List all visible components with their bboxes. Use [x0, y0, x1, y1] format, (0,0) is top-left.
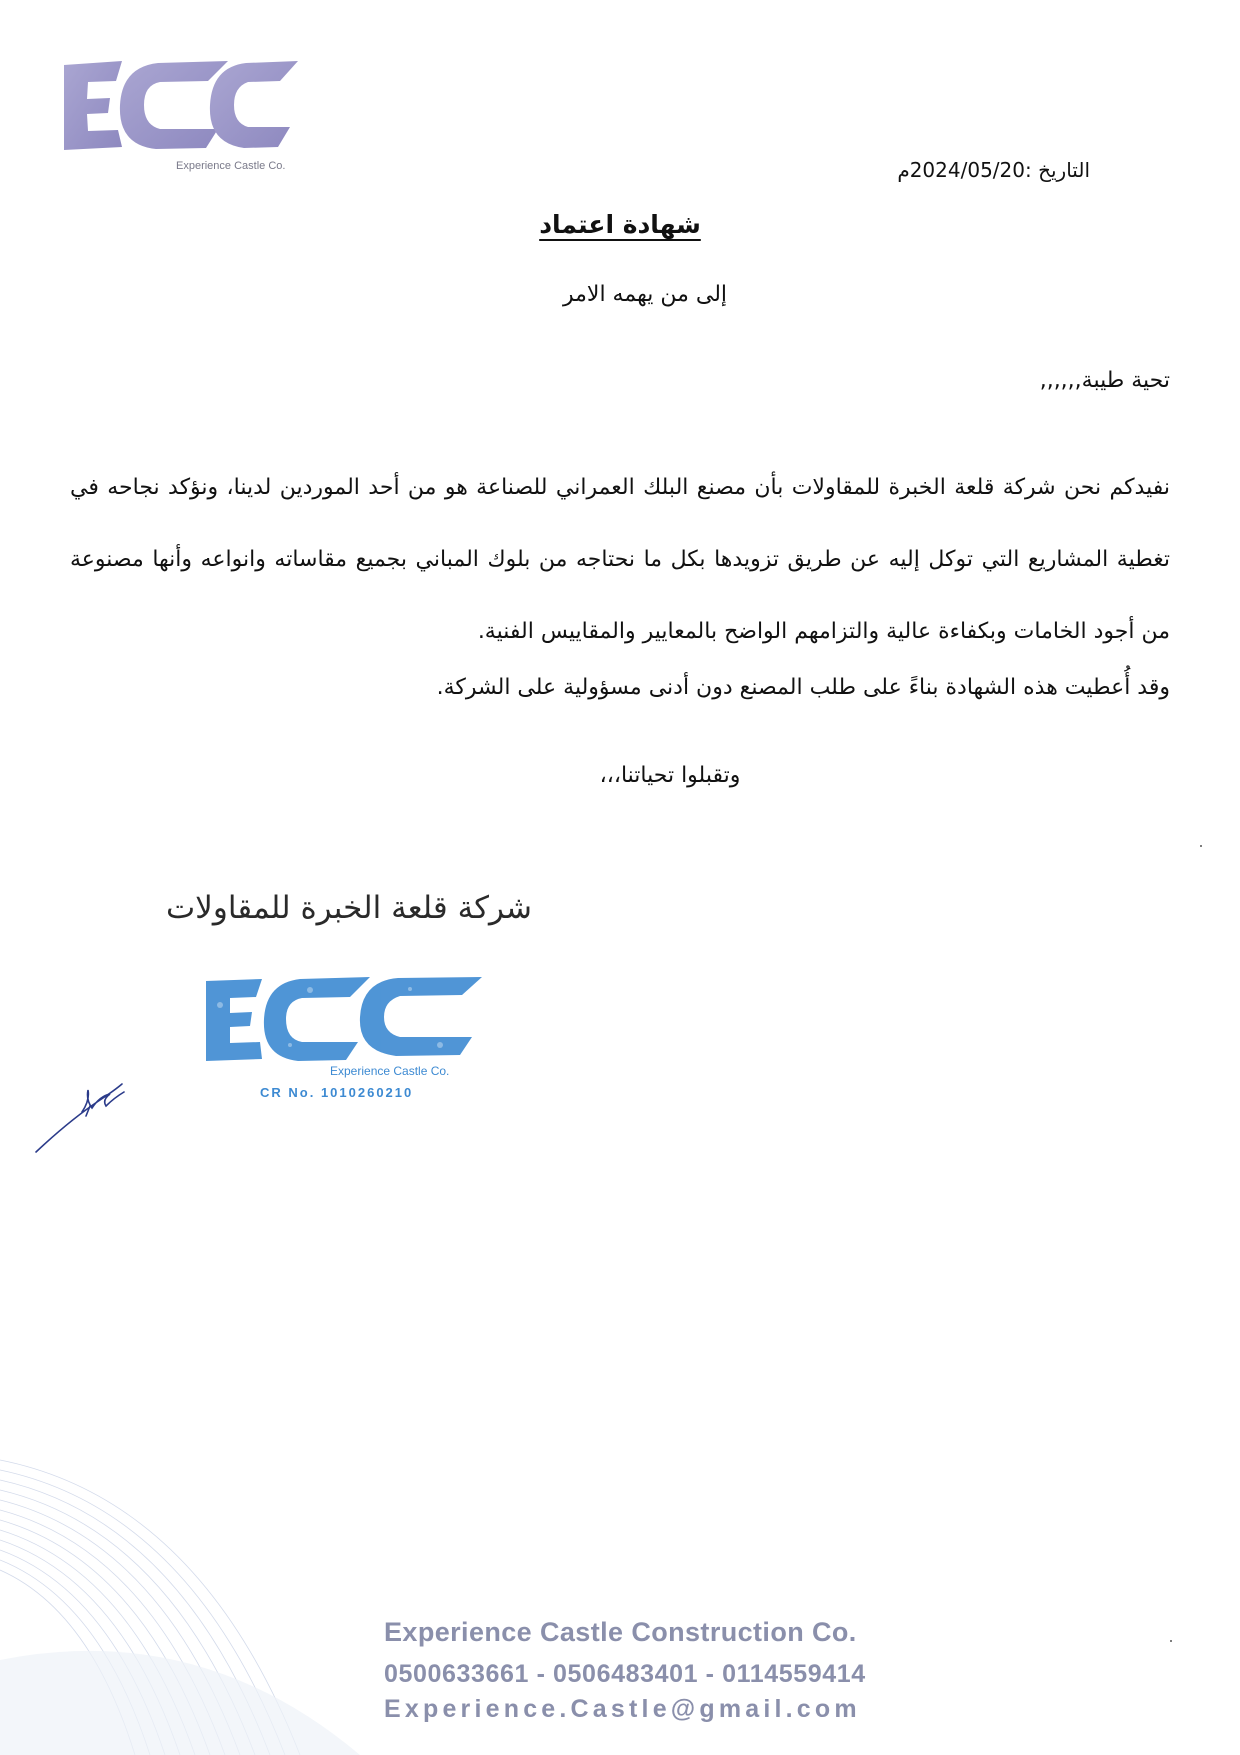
- signature: [30, 1060, 130, 1160]
- stamp-caption: Experience Castle Co.: [330, 1064, 450, 1078]
- scan-speck: [1200, 845, 1202, 847]
- letter-title: [0, 210, 1240, 239]
- letter-closing: وتقبلوا تحياتنا،،،: [599, 763, 741, 788]
- footer-company-name: Experience Castle Construction Co.: [384, 1617, 857, 1647]
- date-label: التاريخ :: [1024, 158, 1090, 182]
- logo-caption: Experience Castle Co.: [176, 160, 286, 172]
- company-stamp: [200, 975, 500, 1105]
- date-value: 2024/05/20م: [897, 158, 1025, 182]
- footer-phone-numbers: 0500633661 - 0506483401 - 0114559414: [384, 1660, 866, 1688]
- footer-decoration: [0, 1440, 420, 1755]
- footer-email: Experience.Castle@gmail.com: [384, 1695, 861, 1723]
- title-text: شهادة اعتماد: [539, 210, 701, 239]
- signatory-company-name: شركة قلعة الخبرة للمقاولات: [166, 890, 533, 926]
- letter-recipient: إلى من يهمه الامر: [562, 282, 728, 307]
- letter-date: [897, 158, 1090, 182]
- scan-speck: [1170, 1640, 1172, 1642]
- company-logo: [58, 55, 338, 173]
- letter-paragraph-1: نفيدكم نحن شركة قلعة الخبرة للمقاولات بأن مصنع البلك العمراني للصناعة هو من أحد الموردين لدينا، ونؤكد نجاحه في تغطية المشاريع التي توكل إليه عن طريق تزويدها بكل ما نحتاجه من بلوك المباني بجميع مقاساته وانواعه وأنها مصنوعة من أجود الخامات وبكفاءة عالية والتزامهم الواضح بالمعايير والمقاييس الفنية.: [70, 475, 1170, 644]
- letter-greeting: تحية طيبة,,,,,,: [1039, 368, 1170, 393]
- letter-paragraph-2: وقد أُعطيت هذه الشهادة بناءً على طلب المصنع دون أدنى مسؤولية على الشركة.: [436, 675, 1170, 700]
- stamp-cr-number: CR No. 1010260210: [260, 1085, 414, 1100]
